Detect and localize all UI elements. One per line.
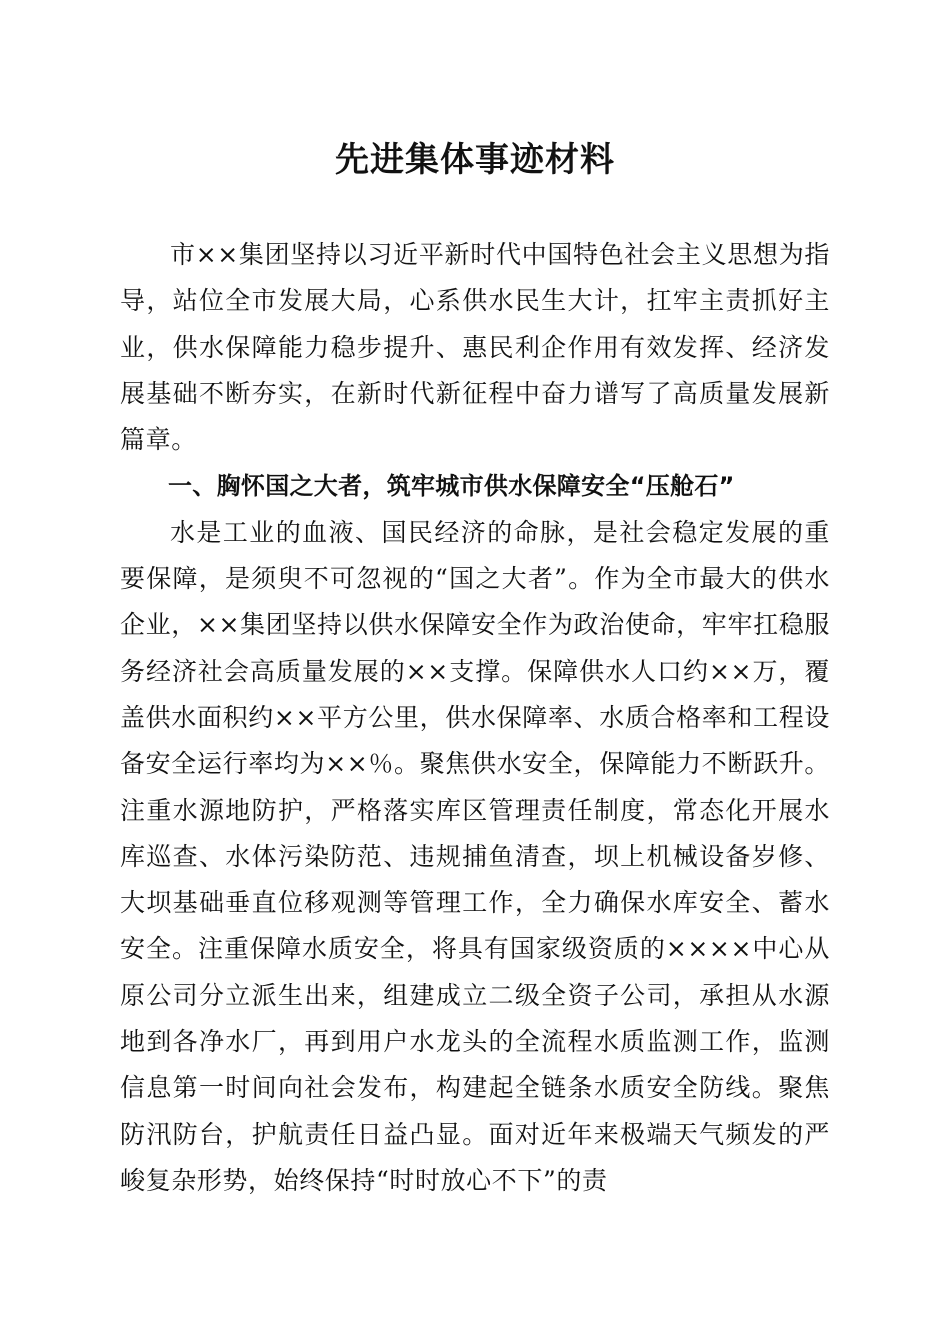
document-body: [120, 232, 830, 1204]
intro-paragraph: 市××集团坚持以习近平新时代中国特色社会主义思想为指导，站位全市发展大局，心系供水民生大计，扛牢主责抓好主业，供水保障能力稳步提升、惠民利企作用有效发挥、经济发展基础不断夯实，在新时代新征程中奋力谱写了高质量发展新篇章。: [120, 240, 830, 455]
document-title: 先进集体事迹材料: [335, 140, 615, 180]
section-1-paragraph: 水是工业的血液、国民经济的命脉，是社会稳定发展的重要保障，是须臾不可忽视的“国之大者”。作为全市最大的供水企业，××集团坚持以供水保障安全作为政治使命，牢牢扛稳服务经济社会高质量发展的××支撑。保障供水人口约××万，覆盖供水面积约××平方公里，供水保障率、水质合格率和工程设备安全运行率均为××％。聚焦供水安全，保障能力不断跃升。注重水源地防护，严格落实库区管理责任制度，常态化开展水库巡查、水体污染防范、违规捕鱼清查，坝上机械设备岁修、大坝基础垂直位移观测等管理工作，全力确保水库安全、蓄水安全。注重保障水质安全，将具有国家级资质的××××中心从原公司分立派生出来，组建成立二级全资子公司，承担从水源地到各净水厂，再到用户水龙头的全流程水质监测工作，监测信息第一时间向社会发布，构建起全链条水质安全防线。聚焦防汛防台，护航责任日益凸显。面对近年来极端天气频发的严峻复杂形势，始终保持“时时放心不下”的责: [120, 517, 830, 1195]
section-heading-1: 一、胸怀国之大者，筑牢城市供水保障安全“压舱石”: [168, 472, 735, 501]
